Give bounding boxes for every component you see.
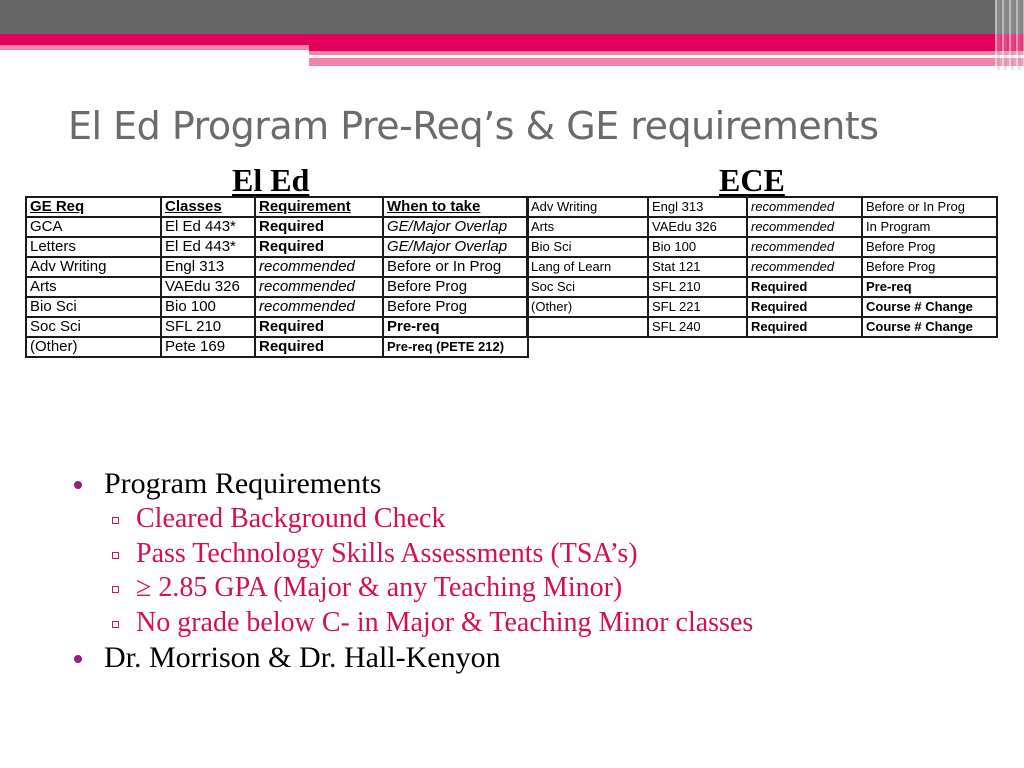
top-gray-bar bbox=[0, 0, 1024, 34]
table-row bbox=[26, 337, 528, 357]
cell-ge-req: Soc Sci bbox=[26, 317, 161, 337]
cell-ge-req: Adv Writing bbox=[26, 257, 161, 277]
accent-stripe bbox=[0, 34, 1024, 45]
cell-requirement: Required bbox=[747, 277, 862, 297]
cell-when: GE/Major Overlap bbox=[383, 217, 528, 237]
cell-class: Bio 100 bbox=[648, 237, 747, 257]
cell-requirement: recommended bbox=[747, 217, 862, 237]
table-row bbox=[26, 257, 528, 277]
cell-when: Before or In Prog bbox=[383, 257, 528, 277]
cell-ge-req: (Other) bbox=[26, 337, 161, 357]
cell-ge-req bbox=[527, 317, 648, 337]
cell-when: Before or In Prog bbox=[862, 197, 997, 217]
cell-class: VAEdu 326 bbox=[648, 217, 747, 237]
square-bullet-icon bbox=[112, 552, 119, 559]
cell-when: Before Prog bbox=[383, 277, 528, 297]
cell-class: Bio 100 bbox=[161, 297, 255, 317]
cell-requirement: recommended bbox=[255, 297, 383, 317]
cell-class: SFL 240 bbox=[648, 317, 747, 337]
square-bullet-icon bbox=[112, 517, 119, 524]
cell-class: El Ed 443* bbox=[161, 217, 255, 237]
header-when-to-take: When to take bbox=[383, 197, 528, 217]
sub-bullet-text: Cleared Background Check bbox=[136, 503, 446, 534]
sub-bullet-item bbox=[74, 606, 753, 641]
ece-table bbox=[526, 196, 998, 338]
table-row bbox=[527, 197, 997, 217]
table-row bbox=[527, 257, 997, 277]
table-row bbox=[527, 317, 997, 337]
cell-ge-req: Letters bbox=[26, 237, 161, 257]
cell-when: Course # Change bbox=[862, 297, 997, 317]
cell-ge-req: Arts bbox=[26, 277, 161, 297]
cell-requirement: Required bbox=[255, 317, 383, 337]
cell-requirement: recommended bbox=[747, 237, 862, 257]
el-ed-heading: El Ed bbox=[232, 162, 310, 198]
cell-ge-req: Soc Sci bbox=[527, 277, 648, 297]
bullet-item bbox=[74, 640, 753, 676]
cell-ge-req: Adv Writing bbox=[527, 197, 648, 217]
table-row bbox=[26, 297, 528, 317]
cell-class: El Ed 443* bbox=[161, 237, 255, 257]
accent-stripe-lower bbox=[309, 58, 1024, 66]
cell-when: Pre-req bbox=[383, 317, 528, 337]
cell-requirement: Required bbox=[255, 237, 383, 257]
cell-class: SFL 210 bbox=[648, 277, 747, 297]
table-row bbox=[527, 297, 997, 317]
bullet-text: Program Requirements bbox=[104, 467, 382, 500]
sub-bullet-item bbox=[74, 502, 753, 537]
header-ge-req: GE Req bbox=[26, 197, 161, 217]
cell-class: SFL 221 bbox=[648, 297, 747, 317]
sub-bullet-item bbox=[74, 571, 753, 606]
square-bullet-icon bbox=[112, 621, 119, 628]
cell-class: Engl 313 bbox=[648, 197, 747, 217]
accent-white-gap bbox=[421, 66, 1024, 68]
cell-ge-req: GCA bbox=[26, 217, 161, 237]
cell-requirement: recommended bbox=[255, 257, 383, 277]
table-row bbox=[527, 277, 997, 297]
cell-when: In Program bbox=[862, 217, 997, 237]
cell-requirement: recommended bbox=[747, 257, 862, 277]
ece-heading: ECE bbox=[719, 162, 785, 198]
cell-when: Pre-req bbox=[862, 277, 997, 297]
cell-class: Pete 169 bbox=[161, 337, 255, 357]
table-row bbox=[26, 277, 528, 297]
cell-class: Stat 121 bbox=[648, 257, 747, 277]
table-row bbox=[26, 317, 528, 337]
bullet-item bbox=[74, 466, 753, 502]
cell-class: SFL 210 bbox=[161, 317, 255, 337]
cell-ge-req: Bio Sci bbox=[26, 297, 161, 317]
cell-requirement: recommended bbox=[747, 197, 862, 217]
header-classes: Classes bbox=[161, 197, 255, 217]
cell-ge-req: Bio Sci bbox=[527, 237, 648, 257]
square-bullet-icon bbox=[112, 586, 119, 593]
cell-class: VAEdu 326 bbox=[161, 277, 255, 297]
header-requirement: Requirement bbox=[255, 197, 383, 217]
table-row bbox=[26, 217, 528, 237]
cell-ge-req: Lang of Learn bbox=[527, 257, 648, 277]
cell-when: Pre-req (PETE 212) bbox=[383, 337, 528, 357]
cell-when: Before Prog bbox=[383, 297, 528, 317]
sub-bullet-text: No grade below C- in Major & Teaching Minor classes bbox=[136, 606, 754, 638]
sub-bullet-text: Pass Technology Skills Assessments (TSA’s) bbox=[136, 537, 638, 569]
bullet-text: Dr. Morrison & Dr. Hall-Kenyon bbox=[104, 641, 501, 674]
cell-requirement: Required bbox=[255, 337, 383, 357]
decorative-vertical-stripes bbox=[995, 0, 1024, 70]
cell-when: Before Prog bbox=[862, 257, 997, 277]
table-row bbox=[26, 237, 528, 257]
table-row bbox=[527, 237, 997, 257]
table-header-row bbox=[26, 197, 528, 217]
bullet-list bbox=[74, 466, 753, 676]
sub-bullet-text: ≥ 2.85 GPA (Major & any Teaching Minor) bbox=[136, 572, 623, 603]
cell-requirement: recommended bbox=[255, 277, 383, 297]
sub-bullet-item bbox=[74, 537, 753, 572]
cell-when: GE/Major Overlap bbox=[383, 237, 528, 257]
cell-requirement: Required bbox=[747, 317, 862, 337]
cell-when: Before Prog bbox=[862, 237, 997, 257]
cell-class: Engl 313 bbox=[161, 257, 255, 277]
cell-ge-req: Arts bbox=[527, 217, 648, 237]
bullet-dot-icon bbox=[74, 655, 82, 663]
table-row bbox=[527, 217, 997, 237]
cell-ge-req: (Other) bbox=[527, 297, 648, 317]
cell-when: Course # Change bbox=[862, 317, 997, 337]
bullet-dot-icon bbox=[74, 481, 82, 489]
cell-requirement: Required bbox=[255, 217, 383, 237]
accent-stripe-light bbox=[0, 45, 309, 50]
accent-white-line bbox=[309, 55, 484, 58]
cell-requirement: Required bbox=[747, 297, 862, 317]
el-ed-table bbox=[25, 196, 529, 358]
slide-title: El Ed Program Pre-Req’s & GE requirements bbox=[68, 104, 879, 148]
